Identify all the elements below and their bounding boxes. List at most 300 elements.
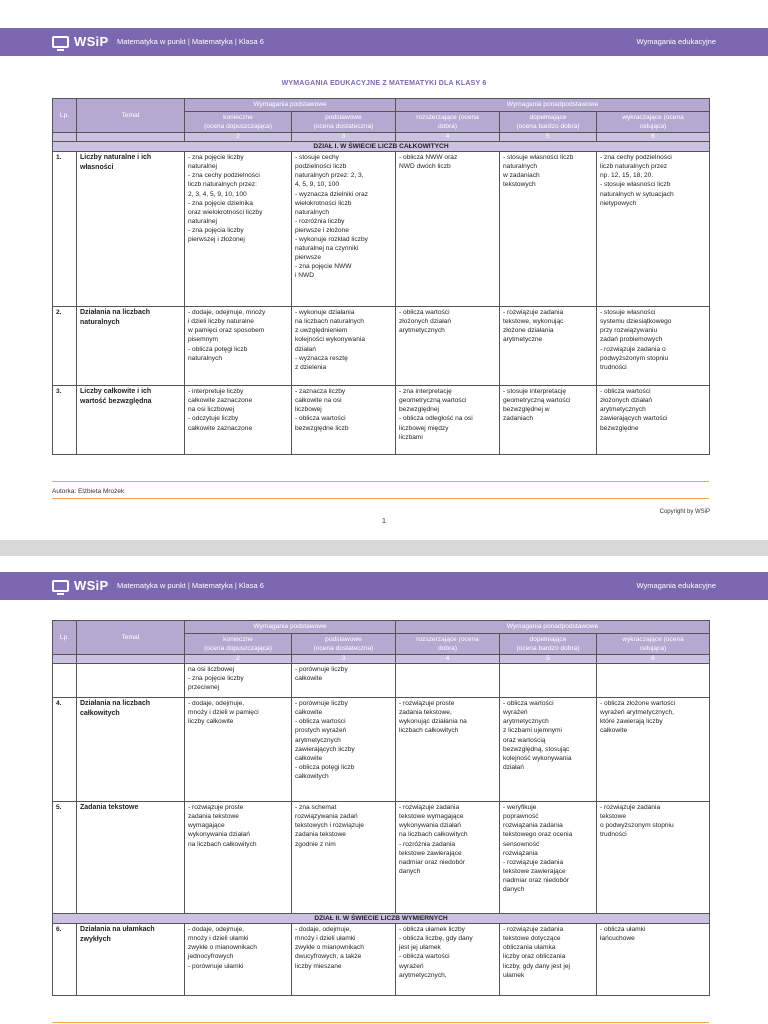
text-line: liczby całkowite	[188, 718, 234, 726]
text-line: arytmetyczne	[503, 336, 543, 344]
text-line: całkowite na osi	[295, 397, 342, 405]
text-line: na osi liczbowej	[188, 666, 235, 674]
cell-wykraczajace	[597, 924, 710, 996]
row-number: 5.	[53, 802, 77, 914]
text-line: jest jej ułamek	[399, 944, 441, 952]
header-col-wykraczajace	[597, 112, 710, 133]
cell-konieczne	[185, 386, 292, 455]
table-row	[53, 924, 710, 996]
text-line: naturalnej na czynniki	[295, 245, 359, 253]
text-line: wielokrotności liczb	[295, 199, 352, 207]
text-line: liczbowej	[295, 406, 322, 414]
cell-rozszerzajace	[396, 698, 500, 802]
text-line: tekstowych	[503, 181, 536, 189]
text-line: danych	[399, 867, 421, 875]
cell-konieczne	[185, 152, 292, 307]
wsip-logo	[52, 578, 108, 593]
text-line: rozszerzające (ocena	[416, 636, 479, 643]
text-line: podwyższonym stopniu	[600, 354, 669, 362]
header-col-dopelniajace	[500, 112, 597, 133]
text-line: Działania na liczbach	[80, 700, 151, 708]
text-line: zwykłych	[80, 935, 111, 943]
text-line: mnoży i dzieli ułamki	[295, 935, 356, 943]
text-line: nadmiar oraz niedobór	[503, 876, 569, 884]
text-line: np. 12, 15, 18, 20.	[600, 172, 654, 180]
text-line: arytmetycznych	[503, 718, 549, 726]
text-line: dopełniające	[529, 114, 567, 121]
text-line: - rozwiązuje zadania	[503, 309, 564, 317]
row-number	[53, 664, 77, 698]
text-line: naturalnych	[80, 318, 120, 326]
text-line: 4, 5, 9, 10, 100	[295, 181, 339, 189]
text-line: trudności	[600, 831, 627, 839]
cell-konieczne	[185, 307, 292, 386]
header-col-wykraczajace	[597, 634, 710, 655]
text-line: - wyznacza dzielniki oraz	[295, 190, 368, 198]
banner-right-label: Wymagania edukacyjne	[636, 581, 716, 590]
text-line: zgodnie z nim	[295, 840, 336, 848]
header-col-podstawowe	[292, 634, 396, 655]
row-topic	[77, 924, 185, 996]
text-line: - oblicza ułamki	[600, 926, 646, 934]
text-line: pisemnym	[188, 336, 219, 344]
row-number: 1.	[53, 152, 77, 307]
text-line: dopełniające	[529, 636, 567, 643]
text-line: - rozwiązuje zadania	[399, 804, 460, 812]
text-line: danych	[503, 886, 525, 894]
cell-wykraczajace	[597, 698, 710, 802]
cell-dopelniajace	[500, 698, 597, 802]
text-line: zawierających liczby	[295, 745, 355, 753]
text-line: - zna pojęcie liczby	[188, 675, 244, 683]
cell-wykraczajace	[597, 386, 710, 455]
cell-podstawowe	[292, 924, 396, 996]
text-line: dwucyfrowych, a także	[295, 953, 362, 961]
text-line: konieczne	[223, 114, 253, 121]
text-line: z dzielenia	[295, 363, 327, 371]
row-number: 3.	[53, 386, 77, 455]
text-line: bezwzględne	[600, 424, 639, 432]
text-line: całkowite zaznaczone	[188, 397, 253, 405]
text-line: wykonując działania na	[399, 718, 467, 726]
text-line: rozwiązania zadania	[503, 822, 563, 830]
text-line: w pamięci oraz sposobem	[188, 327, 265, 335]
text-line: wyrażeń	[503, 709, 528, 717]
text-line: rozwiązania	[503, 849, 538, 857]
text-line: dobra)	[437, 645, 458, 653]
cell-konieczne	[185, 664, 292, 698]
wsip-logo	[52, 34, 108, 49]
cell-rozszerzajace	[396, 924, 500, 996]
text-line: oraz wartością	[503, 736, 546, 744]
text-line: łańcuchowe	[600, 935, 635, 943]
text-line: tekstowego oraz ocenia	[503, 831, 573, 839]
banner-right-label: Wymagania edukacyjne	[636, 37, 716, 46]
text-line: - oblicza odległość na osi	[399, 415, 473, 423]
text-line: - zna cechy podzielności	[188, 172, 260, 180]
text-line: sensowność	[503, 840, 540, 848]
text-line: - oblicza wartości	[295, 415, 346, 423]
header-num: 5	[500, 655, 597, 664]
header-group-basic: Wymagania podstawowe	[185, 621, 396, 634]
text-line: - dodaje, odejmuje,	[188, 926, 245, 934]
text-line: o podwyższonym stopniu	[600, 822, 674, 830]
text-line: nietypowych	[600, 199, 637, 207]
logo-text: WSiP	[74, 578, 109, 593]
text-line: arytmetycznych	[399, 327, 445, 335]
text-line: podstawowe	[325, 636, 362, 643]
text-line: złożone działania	[503, 327, 554, 335]
text-line: - zna pojęcia liczby	[188, 226, 244, 234]
cell-wykraczajace	[597, 664, 710, 698]
text-line: - oblicza wartości	[600, 388, 651, 396]
text-line: dobra)	[437, 123, 458, 131]
text-line: arytmetycznych,	[399, 971, 447, 979]
page-2	[0, 556, 768, 1024]
cell-podstawowe	[292, 307, 396, 386]
text-line: wykonywania działań	[188, 831, 250, 839]
text-line: (ocena dostateczna)	[313, 123, 374, 131]
header-temat: Temat	[77, 99, 185, 133]
footer-divider	[52, 1022, 709, 1023]
text-line: - oblicza wartości	[399, 953, 450, 961]
text-line: ułamek	[503, 971, 525, 979]
text-line: liczbowej między	[399, 424, 449, 432]
text-line: tekstowych i rozwiązuje	[295, 822, 364, 830]
document-title: WYMAGANIA EDUKACYJNE Z MATEMATYKI DLA KLASY 6	[281, 80, 487, 87]
cell-rozszerzajace	[396, 386, 500, 455]
cell-konieczne	[185, 802, 292, 914]
text-line: systemu dziesiątkowego	[600, 318, 672, 326]
row-topic	[77, 152, 185, 307]
text-line: tekstowe dotyczące	[503, 935, 561, 943]
header-lp: Lp.	[53, 621, 77, 655]
text-line: w zadaniach	[503, 172, 540, 180]
text-line: pierwsze	[295, 254, 322, 262]
text-line: - dodaje, odejmuje,	[295, 926, 352, 934]
requirements-table	[52, 98, 710, 455]
header-col-podstawowe	[292, 112, 396, 133]
text-line: wyrażeń	[399, 962, 424, 970]
cell-konieczne	[185, 698, 292, 802]
text-line: - stosuje interpretację	[503, 388, 567, 396]
text-line: podzielności liczb	[295, 163, 347, 171]
header-num: 4	[396, 655, 500, 664]
monitor-icon	[52, 580, 69, 592]
cell-podstawowe	[292, 386, 396, 455]
monitor-icon	[52, 36, 69, 48]
text-line: naturalnych	[188, 354, 223, 362]
text-line: - oblicza potęgi liczb	[295, 763, 355, 771]
text-line: na liczbach całkowitych	[188, 840, 257, 848]
cell-dopelniajace	[500, 664, 597, 698]
text-line: naturalnych	[295, 208, 330, 216]
row-topic	[77, 386, 185, 455]
text-line: liczbami	[399, 433, 423, 441]
text-line: arytmetycznych	[600, 406, 646, 414]
text-line: - zna schemat	[295, 804, 337, 812]
header-col-rozszerzajace	[396, 112, 500, 133]
copyright-label: Copyright by WSiP	[659, 509, 710, 515]
text-line: liczby mieszane	[295, 962, 342, 970]
text-line: i NWD	[295, 272, 315, 280]
table-row	[53, 802, 710, 914]
text-line: z uwzględnieniem	[295, 327, 348, 335]
text-line: złożonych działań	[399, 318, 452, 326]
row-topic	[77, 698, 185, 802]
row-number: 4.	[53, 698, 77, 802]
text-line: tekstowe wymagające	[399, 813, 464, 821]
cell-podstawowe	[292, 152, 396, 307]
text-line: z liczbami ujemnymi	[503, 727, 562, 735]
text-line: oraz wielokrotności liczby	[188, 208, 263, 216]
text-line: działań	[295, 345, 316, 353]
text-line: całkowitych	[295, 772, 329, 780]
header-num: 2	[185, 655, 292, 664]
text-line: geometryczną wartości	[503, 397, 571, 405]
text-line: poprawność	[503, 813, 539, 821]
text-line: celująca)	[639, 645, 667, 653]
text-line: całkowite	[295, 754, 323, 762]
header-num-empty	[53, 655, 77, 664]
text-line: liczby oraz obliczania	[503, 953, 566, 961]
text-line: - oblicza liczbę, gdy dany	[399, 935, 473, 943]
text-line: wymagające	[188, 822, 225, 830]
footer-divider	[52, 481, 709, 482]
text-line: tekstowe zawierające	[503, 867, 566, 875]
text-line: - stosuje własności liczb	[503, 154, 574, 162]
text-line: - oblicza ułamek liczby	[399, 926, 465, 934]
text-line: zadań problemowych	[600, 336, 663, 344]
text-line: prostych wyrażeń	[295, 727, 347, 735]
text-line: pierwsze i złożone	[295, 226, 349, 234]
text-line: - oblicza NWW oraz	[399, 154, 458, 162]
text-line: - porównuje ułamki	[188, 962, 244, 970]
text-line: Działania na liczbach	[80, 309, 151, 317]
header-num: 4	[396, 133, 500, 142]
text-line: zwykłe o mianownikach	[188, 944, 257, 952]
page-number: 1	[381, 516, 387, 525]
cell-dopelniajace	[500, 924, 597, 996]
text-line: - oblicza złożone wartości	[600, 700, 676, 708]
text-line: - dodaje, odejmuje,	[188, 700, 245, 708]
section-title: DZIAŁ I. W ŚWIECIE LICZB CAŁKOWITYCH	[53, 142, 710, 152]
text-line: naturalnej	[188, 217, 217, 225]
text-line: (ocena bardzo dobra)	[516, 645, 580, 653]
text-line: Liczby naturalne i ich	[80, 154, 152, 162]
breadcrumb: Matematyka w punkt | Matematyka | Klasa 6	[117, 37, 264, 46]
text-line: - rozwiązuje zadania o	[600, 345, 666, 353]
text-line: Zadania tekstowe	[80, 804, 139, 812]
table-row	[53, 698, 710, 802]
text-line: geometryczną wartości	[399, 397, 467, 405]
cell-wykraczajace	[597, 307, 710, 386]
footer-divider	[52, 498, 709, 499]
cell-wykraczajace	[597, 802, 710, 914]
text-line: - porównuje liczby	[295, 666, 348, 674]
text-line: działań	[503, 763, 524, 771]
text-line: tekstowe	[600, 813, 627, 821]
text-line: - odczytuje liczby	[188, 415, 239, 423]
text-line: zadania tekstowe,	[399, 709, 452, 717]
cell-rozszerzajace	[396, 152, 500, 307]
text-line: - rozwiązuje proste	[399, 700, 455, 708]
text-line: - rozwiązuje zadania	[503, 926, 564, 934]
text-line: - oblicza wartości	[295, 718, 346, 726]
text-line: tekstowe, wykonując	[503, 318, 564, 326]
cell-podstawowe	[292, 664, 396, 698]
cell-rozszerzajace	[396, 664, 500, 698]
header-col-dopelniajace	[500, 634, 597, 655]
text-line: bezwzględne liczb	[295, 424, 349, 432]
cell-dopelniajace	[500, 802, 597, 914]
row-number: 2.	[53, 307, 77, 386]
text-line: arytmetycznych	[295, 736, 341, 744]
cell-dopelniajace	[500, 386, 597, 455]
author-label: Autorka: Elżbieta Mrożek	[52, 488, 125, 495]
text-line: - stosuje cechy	[295, 154, 339, 162]
text-line: własności	[80, 163, 114, 171]
text-line: naturalnych przez: 2, 3,	[295, 172, 364, 180]
text-line: przeciwnej	[188, 684, 220, 692]
text-line: bezwzględnej	[399, 406, 439, 414]
cell-podstawowe	[292, 698, 396, 802]
header-num-empty	[77, 655, 185, 664]
text-line: (ocena dopuszczająca)	[204, 645, 272, 653]
table-row	[53, 307, 710, 386]
table-row	[53, 152, 710, 307]
text-line: mnoży i dzieli ułamki	[188, 935, 249, 943]
text-line: - zna pojęcie dzielnika	[188, 199, 253, 207]
text-line: - zna pojęcie NWW	[295, 263, 352, 271]
text-line: nadmiar oraz niedobór	[399, 858, 465, 866]
text-line: rozwiązywania zadań	[295, 813, 358, 821]
text-line: na liczbach całkowitych	[399, 831, 468, 839]
text-line: celująca)	[639, 123, 667, 131]
text-line: obliczania ułamka	[503, 944, 556, 952]
text-line: naturalnych	[503, 163, 538, 171]
header-num: 2	[185, 133, 292, 142]
text-line: jednocyfrowych	[188, 953, 234, 961]
text-line: liczb naturalnych przez	[600, 163, 668, 171]
cell-dopelniajace	[500, 307, 597, 386]
cell-rozszerzajace	[396, 307, 500, 386]
text-line: tekstowe zawierające	[399, 849, 462, 857]
text-line: na liczbach naturalnych	[295, 318, 364, 326]
header-num: 3	[292, 133, 396, 142]
header-num: 6	[597, 133, 710, 142]
text-line: zwykłe o mianownikach	[295, 944, 364, 952]
header-group-advanced: Wymagania ponadpodstawowe	[396, 621, 710, 634]
text-line: i dzieli liczby naturalne	[188, 318, 254, 326]
text-line: - interpretuje liczby	[188, 388, 244, 396]
text-line: (ocena dopuszczająca)	[204, 123, 272, 131]
text-line: - porównuje liczby	[295, 700, 348, 708]
text-line: - zaznacza liczby	[295, 388, 346, 396]
text-line: 2, 3, 4, 5, 9, 10, 100	[188, 190, 247, 198]
header-num-empty	[53, 133, 77, 142]
text-line: wyrażeń arytmetycznych,	[600, 709, 675, 717]
cell-podstawowe	[292, 802, 396, 914]
text-line: - oblicza wartości	[503, 700, 554, 708]
requirements-table	[52, 620, 710, 996]
section-title: DZIAŁ II. W ŚWIECIE LICZB WYMIERNYCH	[53, 914, 710, 924]
page-banner	[0, 28, 768, 56]
header-num: 5	[500, 133, 597, 142]
row-topic	[77, 664, 185, 698]
text-line: kolejności wykonywania	[295, 336, 366, 344]
text-line: (ocena bardzo dobra)	[516, 123, 580, 131]
text-line: rozszerzające (ocena	[416, 114, 479, 121]
text-line: zadaniach	[503, 415, 534, 423]
row-number: 6.	[53, 924, 77, 996]
breadcrumb: Matematyka w punkt | Matematyka | Klasa 6	[117, 581, 264, 590]
text-line: - wykonuje rozkład liczby	[295, 236, 368, 244]
text-line: liczbach całkowitych	[399, 727, 459, 735]
text-line: Działania na ułamkach	[80, 926, 155, 934]
text-line: całkowite	[295, 675, 323, 683]
text-line: całkowite zaznaczone	[188, 424, 253, 432]
text-line: liczb naturalnych przez:	[188, 181, 257, 189]
text-line: - wyznacza resztę	[295, 354, 348, 362]
header-lp: Lp.	[53, 99, 77, 133]
text-line: wykraczające (ocena	[622, 636, 684, 643]
text-line: NWD dwóch liczb	[399, 163, 451, 171]
text-line: kolejność wykonywania	[503, 754, 572, 762]
text-line: - zna cechy podzielności	[600, 154, 672, 162]
text-line: - stosuje własności	[600, 309, 656, 317]
row-topic	[77, 802, 185, 914]
text-line: - zna interpretację	[399, 388, 452, 396]
text-line: - rozróżnia zadania	[399, 840, 456, 848]
text-line: - oblicza potęgi liczb	[188, 345, 248, 353]
text-line: - weryfikuje	[503, 804, 537, 812]
text-line: zadania tekstowe	[188, 813, 239, 821]
header-col-konieczne	[185, 634, 292, 655]
text-line: (ocena dostateczna)	[313, 645, 374, 653]
text-line: bezwzględną, stosując	[503, 745, 570, 753]
cell-konieczne	[185, 924, 292, 996]
text-line: wartość bezwzględna	[80, 397, 152, 405]
header-temat: Temat	[77, 621, 185, 655]
text-line: całkowite	[600, 727, 628, 735]
text-line: naturalnych w sytuacjach	[600, 190, 674, 198]
text-line: konieczne	[223, 636, 253, 643]
text-line: zawierających wartości	[600, 415, 668, 423]
text-line: wykraczające (ocena	[622, 114, 684, 121]
text-line: - wykonuje działania	[295, 309, 355, 317]
text-line: - rozróżnia liczby	[295, 217, 345, 225]
header-num-empty	[77, 133, 185, 142]
text-line: na osi liczbowej	[188, 406, 235, 414]
text-line: przy rozwiązywaniu	[600, 327, 658, 335]
text-line: złożonych działań	[600, 397, 653, 405]
header-col-rozszerzajace	[396, 634, 500, 655]
text-line: mnoży i dzieli w pamięci	[188, 709, 259, 717]
text-line: wykonywania działań	[399, 822, 461, 830]
header-num: 3	[292, 655, 396, 664]
page-banner	[0, 572, 768, 600]
text-line: trudności	[600, 363, 627, 371]
text-line: - rozwiązuje zadania	[503, 858, 564, 866]
text-line: - rozwiązuje proste	[188, 804, 244, 812]
cell-wykraczajace	[597, 152, 710, 307]
text-line: całkowite	[295, 709, 323, 717]
text-line: - dodaje, odejmuje, mnoży	[188, 309, 266, 317]
cell-dopelniajace	[500, 152, 597, 307]
text-line: liczby, gdy dany jest jej	[503, 962, 570, 970]
text-line: naturalnej	[188, 163, 217, 171]
